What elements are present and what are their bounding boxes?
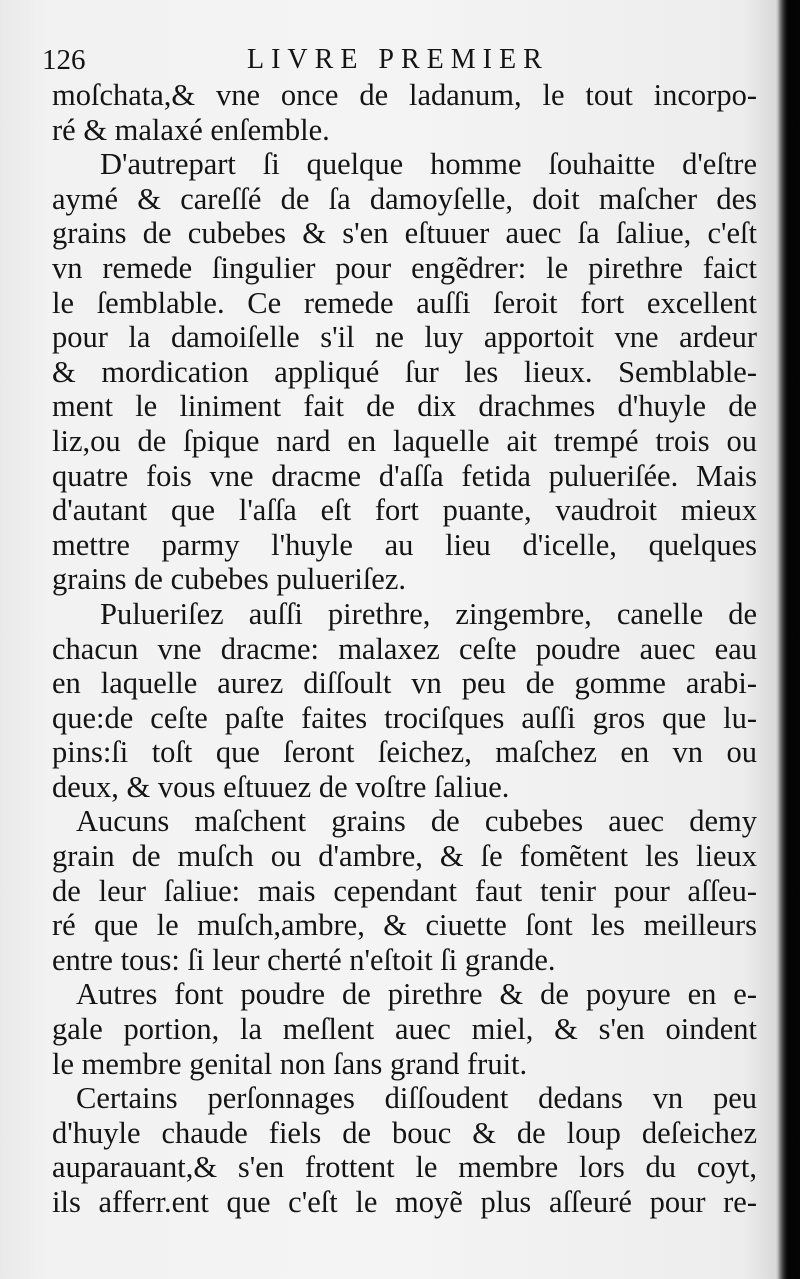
text-line: D'autrepart ſi quelque homme ſouhaitte d'eſtre	[100, 147, 757, 182]
text-line: Certains perſonnages diſſoudent dedans vn peu	[76, 1081, 757, 1116]
text-line: ré & malaxé enſemble.	[52, 112, 330, 147]
text-line: Pulueriſez auſſi pirethre, zingembre, canelle de	[100, 596, 757, 631]
text-line: auparauant,& s'en frottent le membre lors du coyt,	[52, 1150, 757, 1185]
page-gutter-shadow	[778, 0, 800, 1279]
text-line: ils afferr.ent que c'eſt le moyẽ plus aſſeuré pour re-	[52, 1185, 757, 1219]
text-line: d'huyle chaude fiels de bouc & de loup deſeichez	[52, 1115, 757, 1150]
text-line: d'autant que l'aſſa eſt fort puante, vaudroit mieux	[52, 493, 757, 528]
text-line: liz,ou de ſpique nard en laquelle ait trempé trois ou	[52, 423, 757, 458]
text-line: le ſemblable. Ce remede auſſi ſeroit fort excellent	[52, 285, 757, 320]
text-line: moſchata,& vne once de ladanum, le tout incorpo-	[52, 78, 757, 112]
text-line: deux, & vous eſtuuez de voſtre ſaliue.	[52, 769, 510, 804]
text-line: & mordication appliqué ſur les lieux. Semblable-	[52, 354, 757, 389]
text-line: que:de ceſte paſte faites trociſques auſſi gros que lu-	[52, 700, 757, 735]
text-line: grains de cubebes pulueriſez.	[52, 562, 406, 597]
text-line: aymé & careſſé de ſa damoyſelle, doit maſcher des	[52, 181, 757, 216]
text-line: Autres font poudre de pirethre & de poyure en e-	[76, 977, 757, 1012]
body-text	[52, 78, 757, 1220]
text-line: grain de muſch ou d'ambre, & ſe fomẽtent les lieux	[52, 839, 757, 874]
text-line: Aucuns maſchent grains de cubebes auec demy	[76, 804, 757, 839]
text-line: vn remede ſingulier pour engẽdrer: le pirethre faict	[52, 250, 757, 285]
text-line: mettre parmy l'huyle au lieu d'icelle, quelques	[52, 527, 757, 562]
text-line: ment le liniment fait de dix drachmes d'huyle de	[52, 389, 757, 424]
text-line: en laquelle aurez diſſoult vn peu de gomme arabi-	[52, 666, 757, 701]
text-line: quatre fois vne dracme d'aſſa fetida pulueriſée. Mais	[52, 458, 757, 493]
text-line: grains de cubebes & s'en eſtuuer auec ſa ſaliue, c'eſt	[52, 216, 757, 251]
text-line: le membre genital non ſans grand fruit.	[52, 1046, 528, 1081]
text-line: gale portion, la meſlent auec miel, & s'en oindent	[52, 1012, 757, 1047]
text-line: pour la damoiſelle s'il ne luy apportoit vne ardeur	[52, 320, 757, 355]
page-number: 126	[42, 44, 86, 76]
text-line: pins:ſi toſt que ſeront ſeichez, maſchez en vn ou	[52, 735, 757, 770]
text-line: chacun vne dracme: malaxez ceſte poudre auec eau	[52, 631, 757, 666]
text-line: entre tous: ſi leur cherté n'eſtoit ſi grande.	[52, 942, 556, 977]
text-line: de leur ſaliue: mais cependant faut tenir pour aſſeu-	[52, 873, 757, 908]
running-head: LIVRE PREMIER	[247, 44, 549, 75]
text-line: ré que le muſch,ambre, & ciuette ſont les meilleurs	[52, 908, 757, 943]
